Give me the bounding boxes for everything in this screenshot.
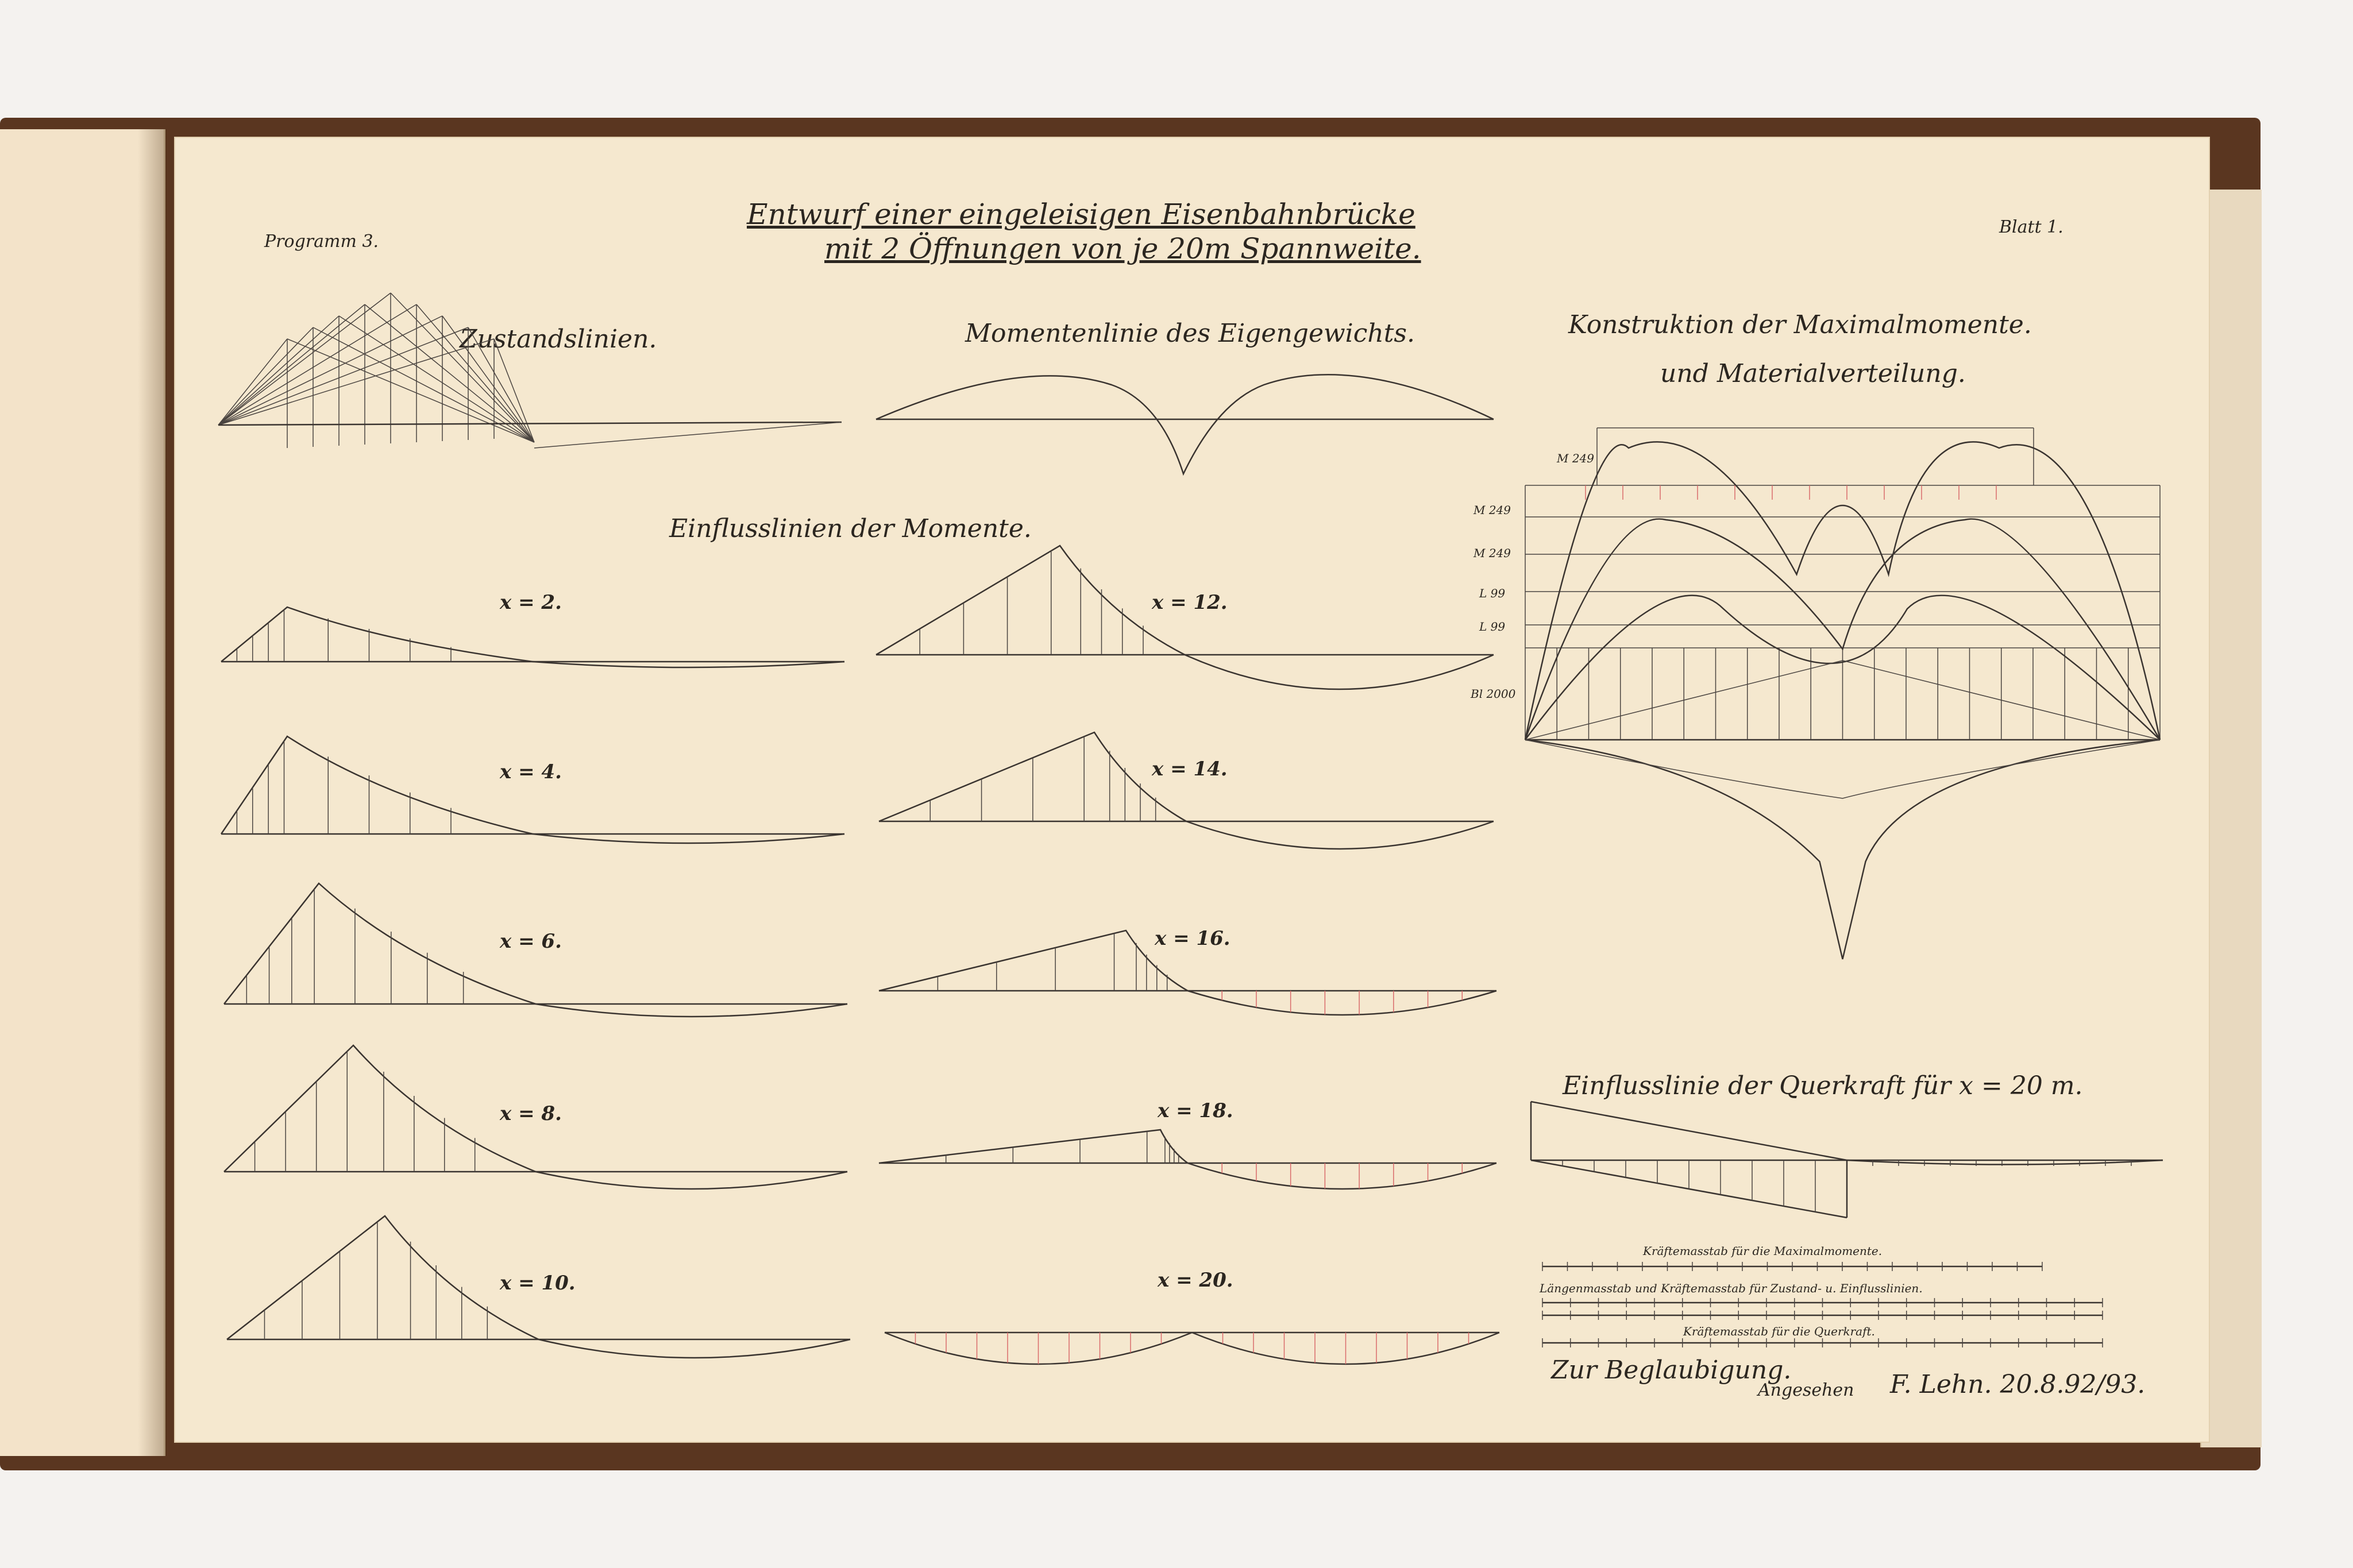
min-moment-cusp bbox=[1525, 740, 2160, 959]
scale-maximalmomente-label: Kräftemasstab für die Maximalmomente. bbox=[1643, 1244, 1883, 1258]
influence-curve bbox=[876, 546, 1185, 655]
max-label-3: M 249 bbox=[1473, 546, 1511, 560]
influence-negative-curve bbox=[1186, 821, 1494, 849]
influence-negative-curve bbox=[536, 1172, 848, 1189]
gesehen-note: Angesehen bbox=[1758, 1380, 1854, 1400]
influence-curve bbox=[221, 607, 533, 662]
momentenlinie-diagram bbox=[876, 319, 1494, 474]
influence-label-x16: x = 16. bbox=[1155, 927, 1230, 950]
influence-curve bbox=[879, 930, 1188, 991]
influence-curve bbox=[227, 1216, 539, 1339]
influence-label-x8: x = 8. bbox=[500, 1102, 562, 1125]
zustand-line bbox=[218, 304, 416, 425]
querkraft-diagram bbox=[1531, 1071, 2163, 1218]
influence-line bbox=[876, 546, 1494, 689]
program-label: Programm 3. bbox=[264, 231, 379, 252]
influence-negative-curve bbox=[536, 1004, 848, 1017]
sheet-number: Blatt 1. bbox=[1999, 217, 2063, 237]
influence-label-x10: x = 10. bbox=[500, 1272, 576, 1295]
zustand-line bbox=[391, 293, 534, 442]
momentenlinie-title: Momentenlinie des Eigengewichts. bbox=[965, 319, 1415, 348]
zustandslinien-diagram bbox=[218, 293, 842, 448]
zustand-line bbox=[494, 339, 534, 442]
konstruktion-title-1: Konstruktion der Maximalmomente. bbox=[1568, 310, 2032, 339]
signature: F. Lehn. 20.8.92/93. bbox=[1890, 1370, 2146, 1399]
influence-label-x20: x = 20. bbox=[1158, 1269, 1233, 1292]
influence-line bbox=[221, 607, 844, 667]
querkraft-title: Einflusslinie der Querkraft für x = 20 m. bbox=[1563, 1071, 2083, 1100]
title-line-2: mit 2 Öffnungen von je 20m Spannweite. bbox=[824, 232, 1421, 265]
min-moment-curve bbox=[1525, 740, 2160, 798]
title-line-1: Entwurf einer eingeleisigen Eisenbahnbrücke bbox=[747, 198, 1415, 231]
influence-negative-curve bbox=[539, 1339, 851, 1358]
influence-curve bbox=[224, 1045, 536, 1172]
influence-line bbox=[221, 736, 844, 843]
influence-negative-curve bbox=[533, 662, 845, 667]
beglaubigung-label: Zur Beglaubigung. bbox=[1551, 1355, 1792, 1385]
influence-line bbox=[879, 1130, 1496, 1189]
influence-negative-curve bbox=[1188, 991, 1497, 1015]
influence-curve bbox=[879, 1130, 1188, 1163]
maximalmomente-diagram bbox=[1470, 310, 2160, 959]
max-label-6: Bl 2000 bbox=[1471, 687, 1516, 701]
influence-label-x6: x = 6. bbox=[500, 930, 562, 953]
influence-negative-curve bbox=[1185, 655, 1494, 689]
querkraft-positive-line bbox=[1531, 1102, 1847, 1160]
zustand-line bbox=[218, 339, 287, 425]
momentenlinie-curve bbox=[876, 374, 1494, 474]
scales-block bbox=[1539, 1244, 2103, 1347]
zustand-line bbox=[534, 422, 842, 448]
influence-label-x4: x = 4. bbox=[500, 760, 562, 783]
max-label-1: M 249 bbox=[1557, 451, 1595, 465]
zustandslinien-title: Zustandslinien. bbox=[460, 325, 657, 354]
einflusslinien-title: Einflusslinien der Momente. bbox=[669, 514, 1032, 543]
max-label-5: L 99 bbox=[1479, 620, 1506, 634]
scale-laengen-label: Längenmasstab und Kräftemasstab für Zustand- u. Einflusslinien. bbox=[1540, 1281, 1923, 1295]
influence-line bbox=[885, 1333, 1499, 1364]
influence-negative-curve bbox=[1188, 1163, 1497, 1189]
zustand-line bbox=[287, 339, 534, 442]
influence-label-x18: x = 18. bbox=[1158, 1099, 1233, 1122]
max-label-4: L 99 bbox=[1479, 586, 1506, 600]
influence-label-x14: x = 14. bbox=[1152, 758, 1228, 781]
zustand-line bbox=[218, 327, 468, 425]
influence-curve bbox=[224, 883, 536, 1004]
max-label-2: M 249 bbox=[1473, 503, 1511, 517]
influence-label-x12: x = 12. bbox=[1152, 591, 1228, 614]
influence-curve bbox=[221, 736, 533, 834]
scale-querkraft-label: Kräftemasstab für die Querkraft. bbox=[1683, 1324, 1875, 1338]
zustand-line bbox=[218, 316, 339, 425]
zustand-axis bbox=[218, 422, 842, 425]
influence-negative-curve bbox=[533, 834, 845, 843]
konstruktion-title-2: und Materialverteilung. bbox=[1660, 359, 1966, 388]
influence-line bbox=[879, 732, 1494, 849]
influence-label-x2: x = 2. bbox=[500, 591, 562, 614]
